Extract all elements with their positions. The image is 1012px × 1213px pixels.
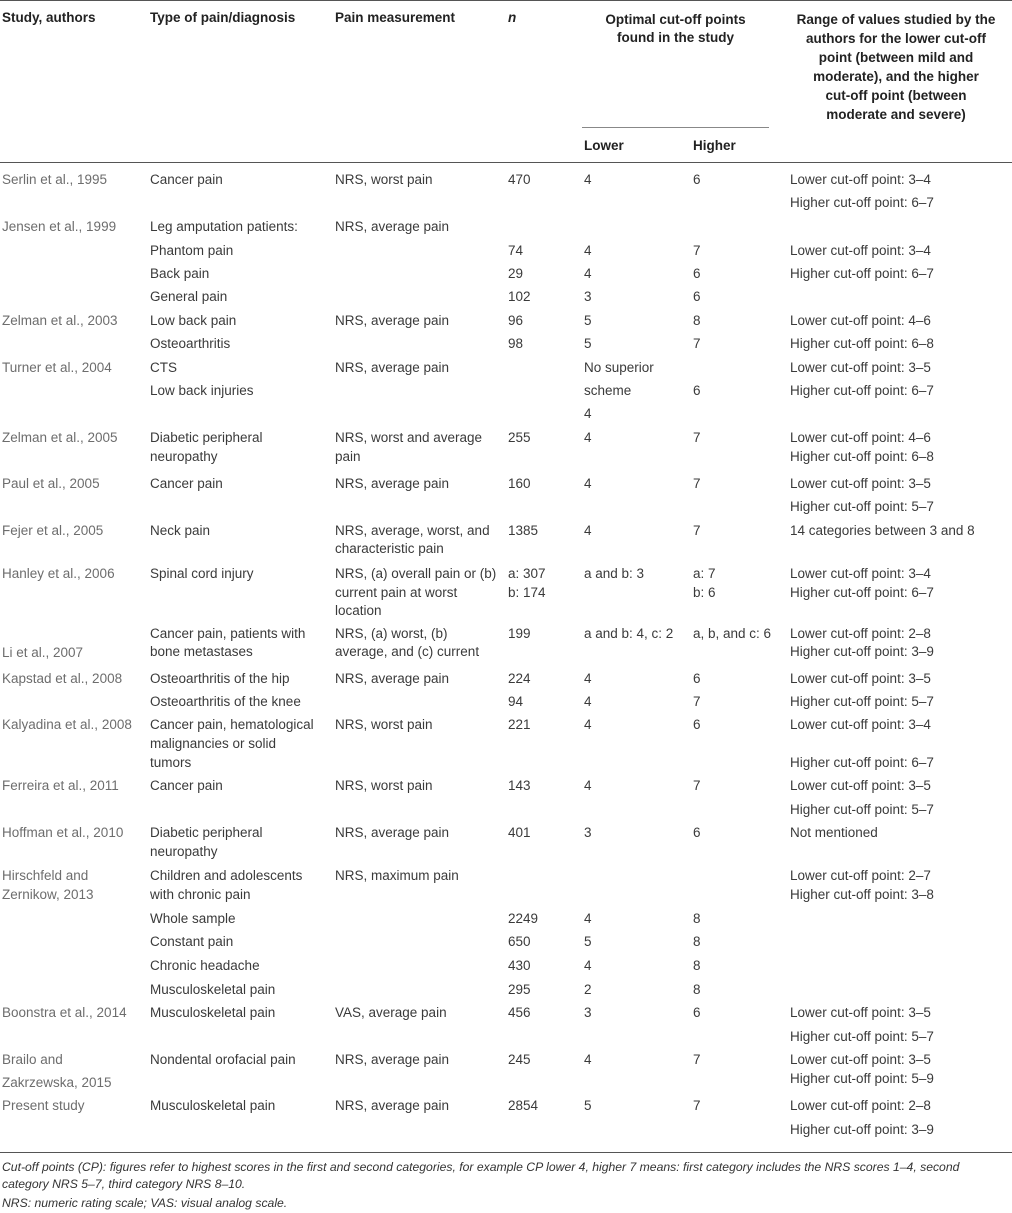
range-cell: Higher cut-off point: 5–9	[790, 1071, 934, 1086]
header-optimal-line-1: Optimal cut-off points	[605, 12, 746, 27]
pain-type-cell: bone metastases	[150, 644, 253, 659]
higher-cut-off-cell: 7	[693, 523, 701, 538]
range-cell: Lower cut-off point: 3–5	[790, 671, 931, 686]
pain-type-cell: Low back pain	[150, 313, 237, 328]
higher-cut-off-cell: 8	[693, 982, 701, 997]
header-range-line-3: point (between mild and	[818, 50, 974, 65]
higher-cut-off-cell: 6	[693, 383, 701, 398]
range-cell: Lower cut-off point: 3–4	[790, 717, 931, 732]
sample-size-cell: 456	[508, 1005, 531, 1020]
pain-type-cell: Phantom pain	[150, 243, 234, 258]
higher-cut-off-cell: 8	[693, 313, 701, 328]
range-cell: Lower cut-off point: 3–5	[790, 360, 931, 375]
measurement-cell: VAS, average pain	[335, 1005, 447, 1020]
lower-cut-off-cell: 3	[584, 825, 592, 840]
range-cell: Lower cut-off point: 3–5	[790, 778, 931, 793]
measurement-cell: NRS, average pain	[335, 825, 450, 840]
measurement-cell: NRS, average pain	[335, 313, 450, 328]
pain-type-cell: General pain	[150, 289, 228, 304]
measurement-cell: NRS, average pain	[335, 476, 450, 491]
measurement-cell: NRS, worst pain	[335, 717, 433, 732]
pain-type-cell: Musculoskeletal pain	[150, 982, 276, 997]
range-cell: Higher cut-off point: 5–7	[790, 1029, 934, 1044]
header-study: Study, authors	[2, 10, 96, 25]
lower-cut-off-cell: 4	[584, 406, 592, 421]
header-range-line-1: Range of values studied by the	[796, 12, 996, 27]
study-cell: Li et al., 2007	[2, 645, 84, 660]
range-cell: Higher cut-off point: 5–7	[790, 499, 934, 514]
lower-cut-off-cell: 4	[584, 911, 592, 926]
lower-cut-off-cell: 5	[584, 336, 592, 351]
range-cell: Lower cut-off point: 4–6	[790, 313, 931, 328]
lower-cut-off-cell: 4	[584, 476, 592, 491]
sample-size-cell: 224	[508, 671, 531, 686]
measurement-cell: NRS, average pain	[335, 1098, 450, 1113]
top-rule	[0, 0, 1012, 1]
study-cell: Hoffman et al., 2010	[2, 825, 124, 840]
range-cell: Lower cut-off point: 2–8	[790, 1098, 931, 1113]
higher-cut-off-cell: b: 6	[693, 585, 716, 600]
measurement-cell: NRS, worst pain	[335, 778, 433, 793]
pain-type-cell: Osteoarthritis of the hip	[150, 671, 290, 686]
study-cell: Boonstra et al., 2014	[2, 1005, 127, 1020]
range-cell: Lower cut-off point: 2–8	[790, 626, 931, 641]
pain-type-cell: Leg amputation patients:	[150, 219, 298, 234]
lower-cut-off-cell: 5	[584, 934, 592, 949]
higher-cut-off-cell: a, b, and c: 6	[693, 626, 772, 641]
range-cell: Higher cut-off point: 6–8	[790, 449, 934, 464]
pain-type-cell: Neck pain	[150, 523, 211, 538]
higher-cut-off-cell: 8	[693, 911, 701, 926]
pain-type-cell: Whole sample	[150, 911, 236, 926]
pain-type-cell: Cancer pain	[150, 778, 223, 793]
lower-cut-off-cell: 5	[584, 313, 592, 328]
pain-type-cell: Cancer pain	[150, 172, 223, 187]
range-cell: Lower cut-off point: 3–5	[790, 1052, 931, 1067]
study-cell: Hirschfeld and	[2, 868, 89, 883]
sample-size-cell: 245	[508, 1052, 531, 1067]
pain-type-cell: Diabetic peripheral	[150, 430, 263, 445]
header-range-line-5: cut-off point (between	[825, 88, 967, 103]
study-cell: Turner et al., 2004	[2, 360, 112, 375]
higher-cut-off-cell: 6	[693, 1005, 701, 1020]
higher-cut-off-cell: 6	[693, 172, 701, 187]
lower-cut-off-cell: 4	[584, 172, 592, 187]
range-cell: Higher cut-off point: 6–7	[790, 195, 934, 210]
measurement-cell: current pain at worst	[335, 585, 458, 600]
pain-type-cell: tumors	[150, 755, 192, 770]
lower-cut-off-cell: 4	[584, 523, 592, 538]
study-cell: Brailo and	[2, 1052, 63, 1067]
range-cell: Lower cut-off point: 3–5	[790, 476, 931, 491]
sample-size-cell: 650	[508, 934, 531, 949]
measurement-cell: NRS, average pain	[335, 1052, 450, 1067]
pain-type-cell: Low back injuries	[150, 383, 254, 398]
measurement-cell: average, and (c) current	[335, 644, 480, 659]
header-n: n	[508, 10, 517, 25]
study-cell: Paul et al., 2005	[2, 476, 100, 491]
pain-type-cell: CTS	[150, 360, 177, 375]
higher-cut-off-cell: a: 7	[693, 566, 716, 581]
sample-size-cell: 221	[508, 717, 531, 732]
lower-cut-off-cell: 4	[584, 243, 592, 258]
study-cell: Zelman et al., 2005	[2, 430, 118, 445]
range-cell: Lower cut-off point: 4–6	[790, 430, 931, 445]
lower-cut-off-cell: 4	[584, 266, 592, 281]
pain-type-cell: Constant pain	[150, 934, 234, 949]
higher-cut-off-cell: 6	[693, 825, 701, 840]
pain-type-cell: Children and adolescents	[150, 868, 303, 883]
pain-type-cell: Osteoarthritis	[150, 336, 231, 351]
lower-cut-off-cell: 4	[584, 958, 592, 973]
sample-size-cell: 96	[508, 313, 524, 328]
study-cell: Hanley et al., 2006	[2, 566, 115, 581]
lower-cut-off-cell: a and b: 4, c: 2	[584, 626, 674, 641]
footnote-cut-off-line-2: category NRS 5–7, third category NRS 8–10.	[2, 1177, 246, 1191]
higher-cut-off-cell: 7	[693, 336, 701, 351]
higher-cut-off-cell: 8	[693, 958, 701, 973]
sample-size-cell: 74	[508, 243, 524, 258]
sample-size-cell: 255	[508, 430, 531, 445]
sample-size-cell: 29	[508, 266, 524, 281]
measurement-cell: NRS, worst and average	[335, 430, 483, 445]
higher-cut-off-cell: 6	[693, 717, 701, 732]
sample-size-cell: 2854	[508, 1098, 539, 1113]
pain-type-cell: Chronic headache	[150, 958, 260, 973]
sample-size-cell: 94	[508, 694, 524, 709]
sample-size-cell: 1385	[508, 523, 539, 538]
study-cell: Kalyadina et al., 2008	[2, 717, 132, 732]
sample-size-cell: a: 307	[508, 566, 546, 581]
lower-cut-off-cell: 5	[584, 1098, 592, 1113]
study-cell: Zernikow, 2013	[2, 887, 94, 902]
higher-cut-off-cell: 7	[693, 694, 701, 709]
higher-cut-off-cell: 6	[693, 671, 701, 686]
pain-type-cell: Cancer pain, hematological	[150, 717, 314, 732]
range-cell: Higher cut-off point: 3–9	[790, 644, 934, 659]
range-cell: Higher cut-off point: 5–7	[790, 802, 934, 817]
pain-type-cell: Diabetic peripheral	[150, 825, 263, 840]
measurement-cell: NRS, average pain	[335, 671, 450, 686]
table-bottom-rule	[0, 1152, 1012, 1153]
lower-cut-off-cell: 4	[584, 717, 592, 732]
study-cell: Kapstad et al., 2008	[2, 671, 123, 686]
measurement-cell: NRS, maximum pain	[335, 868, 459, 883]
range-cell: Higher cut-off point: 3–8	[790, 887, 934, 902]
pain-type-cell: neuropathy	[150, 449, 218, 464]
pain-type-cell: neuropathy	[150, 844, 218, 859]
range-cell: Not mentioned	[790, 825, 878, 840]
lower-cut-off-cell: 4	[584, 778, 592, 793]
range-cell: Lower cut-off point: 2–7	[790, 868, 931, 883]
higher-cut-off-cell: 7	[693, 476, 701, 491]
range-cell: Higher cut-off point: 6–8	[790, 336, 934, 351]
lower-cut-off-cell: 2	[584, 982, 592, 997]
header-lower: Lower	[584, 138, 624, 153]
pain-type-cell: malignancies or solid	[150, 736, 277, 751]
lower-cut-off-cell: 4	[584, 430, 592, 445]
study-cell: Ferreira et al., 2011	[2, 778, 119, 793]
range-cell: Higher cut-off point: 6–7	[790, 266, 934, 281]
measurement-cell: location	[335, 603, 382, 618]
higher-cut-off-cell: 7	[693, 430, 701, 445]
range-cell: 14 categories between 3 and 8	[790, 523, 975, 538]
higher-cut-off-cell: 8	[693, 934, 701, 949]
pain-type-cell: Cancer pain, patients with	[150, 626, 306, 641]
study-cell: Jensen et al., 1999	[2, 219, 117, 234]
range-cell: Higher cut-off point: 6–7	[790, 755, 934, 770]
header-measurement: Pain measurement	[335, 10, 456, 25]
study-cell: Zelman et al., 2003	[2, 313, 118, 328]
header-range-line-4: moderate), and the higher	[813, 69, 979, 84]
measurement-cell: NRS, (a) overall pain or (b)	[335, 566, 497, 581]
pain-type-cell: Spinal cord injury	[150, 566, 254, 581]
sample-size-cell: 2249	[508, 911, 539, 926]
lower-cut-off-cell: 4	[584, 1052, 592, 1067]
header-range-line-6: moderate and severe)	[826, 107, 966, 122]
lower-cut-off-cell: scheme	[584, 383, 632, 398]
measurement-cell: NRS, worst pain	[335, 172, 433, 187]
higher-cut-off-cell: 6	[693, 266, 701, 281]
header-optimal-line-2: found in the study	[617, 30, 734, 45]
range-cell: Lower cut-off point: 3–4	[790, 172, 931, 187]
range-cell: Higher cut-off point: 6–7	[790, 585, 934, 600]
higher-cut-off-cell: 6	[693, 289, 701, 304]
pain-type-cell: with chronic pain	[150, 887, 251, 902]
lower-cut-off-cell: 4	[584, 671, 592, 686]
higher-cut-off-cell: 7	[693, 1052, 701, 1067]
pain-type-cell: Osteoarthritis of the knee	[150, 694, 301, 709]
lower-cut-off-cell: No superior	[584, 360, 654, 375]
pain-type-cell: Cancer pain	[150, 476, 223, 491]
range-cell: Higher cut-off point: 3–9	[790, 1122, 934, 1137]
subheader-rule	[582, 127, 769, 128]
header-type: Type of pain/diagnosis	[150, 10, 296, 25]
study-cell: Zakrzewska, 2015	[2, 1075, 112, 1090]
footnote-abbreviations: NRS: numeric rating scale; VAS: visual analog scale.	[2, 1196, 288, 1210]
pain-type-cell: Back pain	[150, 266, 210, 281]
footnote-cut-off-line-1: Cut-off points (CP): figures refer to highest scores in the first and second categories, for example CP lower 4, higher 7 means: first category includes the NRS scores 1–4, second	[2, 1160, 960, 1174]
range-cell: Higher cut-off point: 6–7	[790, 383, 934, 398]
sample-size-cell: 143	[508, 778, 531, 793]
lower-cut-off-cell: 3	[584, 1005, 592, 1020]
sample-size-cell: 295	[508, 982, 531, 997]
higher-cut-off-cell: 7	[693, 1098, 701, 1113]
sample-size-cell: 199	[508, 626, 531, 641]
lower-cut-off-cell: 4	[584, 694, 592, 709]
range-cell: Lower cut-off point: 3–4	[790, 566, 931, 581]
measurement-cell: NRS, average pain	[335, 219, 450, 234]
pain-type-cell: Musculoskeletal pain	[150, 1005, 276, 1020]
header-range-line-2: authors for the lower cut-off	[806, 31, 986, 46]
sample-size-cell: 470	[508, 172, 531, 187]
sample-size-cell: 401	[508, 825, 531, 840]
sample-size-cell: b: 174	[508, 585, 546, 600]
sample-size-cell: 430	[508, 958, 531, 973]
sample-size-cell: 160	[508, 476, 531, 491]
lower-cut-off-cell: 3	[584, 289, 592, 304]
measurement-cell: pain	[335, 449, 361, 464]
measurement-cell: NRS, average pain	[335, 360, 450, 375]
higher-cut-off-cell: 7	[693, 243, 701, 258]
measurement-cell: characteristic pain	[335, 541, 444, 556]
range-cell: Higher cut-off point: 5–7	[790, 694, 934, 709]
study-cell: Present study	[2, 1098, 85, 1113]
measurement-cell: NRS, (a) worst, (b)	[335, 626, 448, 641]
header-higher: Higher	[693, 138, 736, 153]
range-cell: Lower cut-off point: 3–4	[790, 243, 931, 258]
lower-cut-off-cell: a and b: 3	[584, 566, 645, 581]
higher-cut-off-cell: 7	[693, 778, 701, 793]
sample-size-cell: 98	[508, 336, 524, 351]
header-bottom-rule	[0, 162, 1012, 163]
pain-type-cell: Musculoskeletal pain	[150, 1098, 276, 1113]
study-cell: Fejer et al., 2005	[2, 523, 104, 538]
study-cell: Serlin et al., 1995	[2, 172, 108, 187]
sample-size-cell: 102	[508, 289, 531, 304]
pain-type-cell: Nondental orofacial pain	[150, 1052, 296, 1067]
range-cell: Lower cut-off point: 3–5	[790, 1005, 931, 1020]
measurement-cell: NRS, average, worst, and	[335, 523, 490, 538]
